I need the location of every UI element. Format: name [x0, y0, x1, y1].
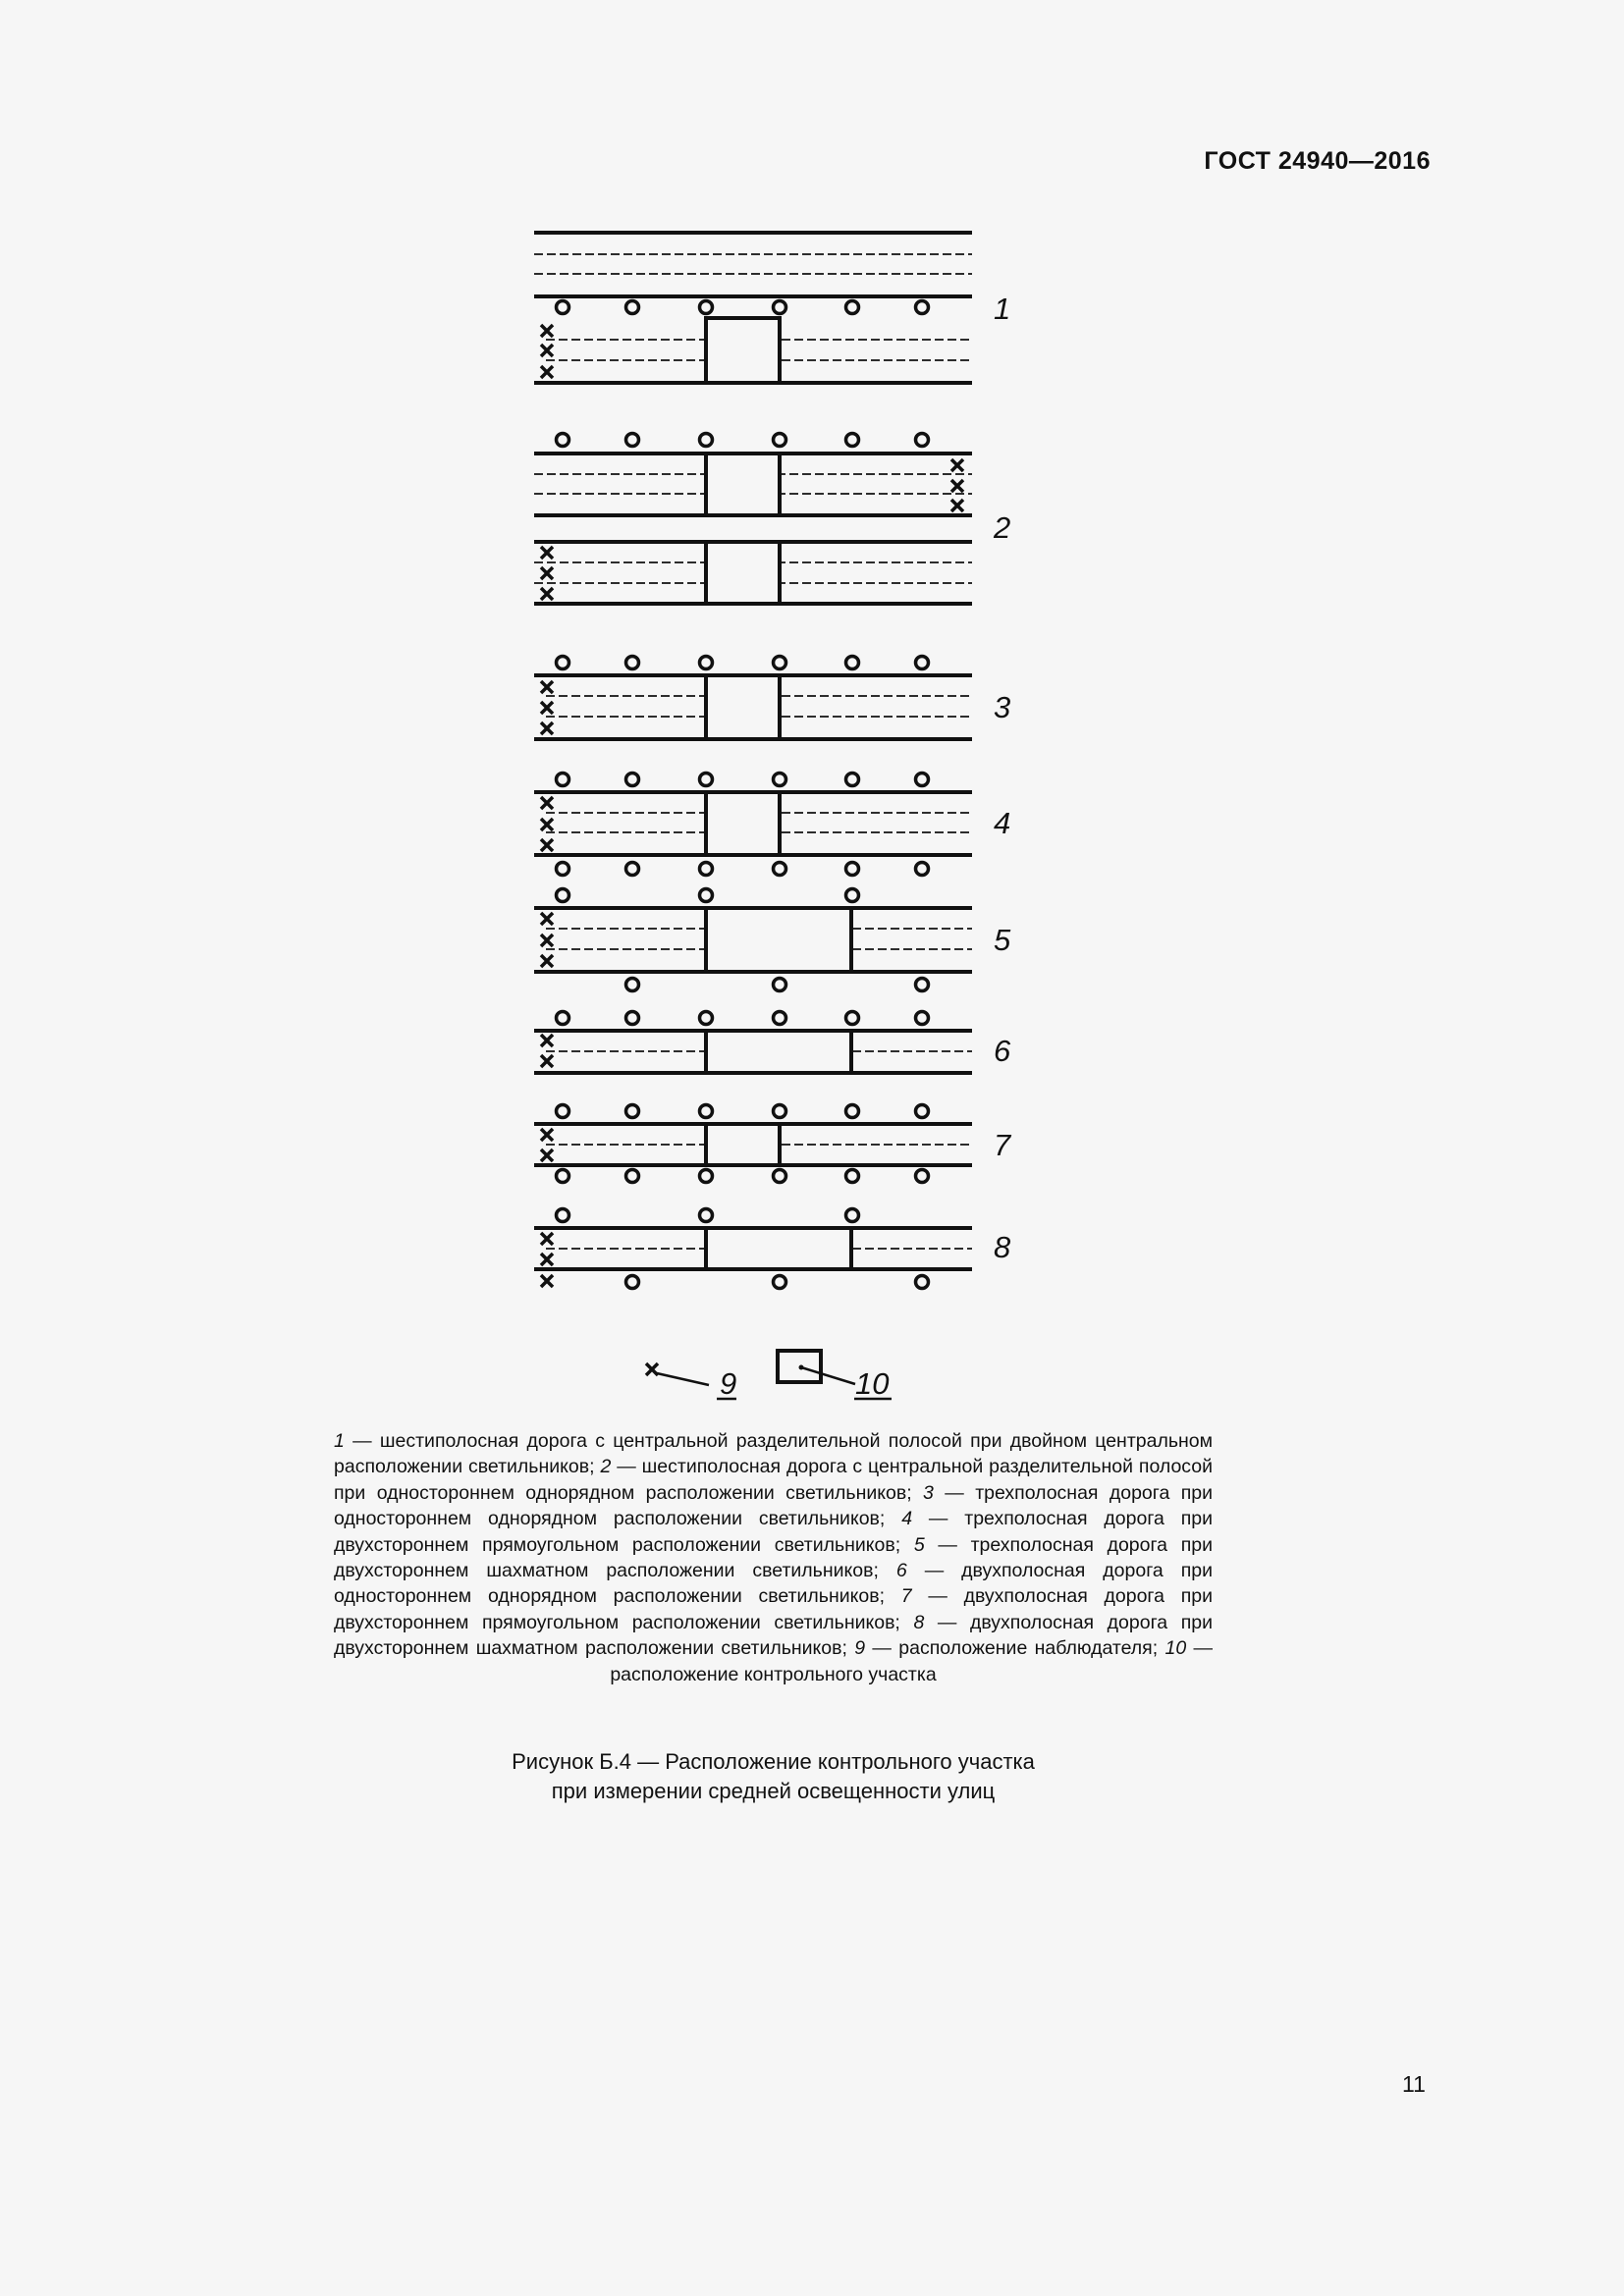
luminaire-circle-icon	[916, 657, 929, 669]
legend-item-text: трехполосная дорога при одностороннем однорядном расположении светильников;	[334, 1481, 1213, 1530]
legend-item: 1 — шестиполосная дорога с центральной разделительной полосой при двойном центральном расположении светильников;	[334, 1430, 1214, 1478]
legend-item-text: двухполосная дорога при двухстороннем шахматном расположении светильников;	[334, 1611, 1213, 1660]
luminaire-circle-icon	[846, 774, 859, 786]
luminaire-circle-icon	[700, 1105, 713, 1118]
luminaire-circle-icon	[916, 1012, 929, 1025]
control-area-rect	[706, 792, 780, 855]
legend-item: 7 — двухполосная дорога при двухстороннем прямоугольном расположении светильников;	[334, 1585, 1213, 1633]
variant-label: 3	[994, 690, 1011, 724]
observer-cross-icon	[541, 1233, 553, 1245]
observer-cross-icon	[541, 567, 553, 579]
luminaire-circle-icon	[846, 301, 859, 314]
luminaire-circle-icon	[700, 434, 713, 447]
observer-cross-icon	[541, 547, 553, 559]
observer-cross-icon	[541, 934, 553, 946]
observer-cross-icon	[541, 1149, 553, 1161]
observer-cross-icon	[541, 1055, 553, 1067]
luminaire-circle-icon	[557, 774, 569, 786]
legend-item-number: 10	[1164, 1637, 1187, 1660]
legend-item-text: двухполосная дорога при одностороннем однорядном расположении светильников;	[334, 1560, 1214, 1608]
figure-title	[334, 1747, 1213, 1806]
luminaire-circle-icon	[700, 774, 713, 786]
control-area-rect	[706, 908, 851, 972]
observer-cross-icon	[541, 588, 553, 600]
variant-label: 8	[994, 1230, 1011, 1264]
observer-cross-icon	[541, 345, 553, 356]
observer-cross-icon	[541, 839, 553, 851]
observer-cross-icon	[541, 819, 553, 830]
observer-cross-icon	[541, 681, 553, 693]
luminaire-circle-icon	[916, 1170, 929, 1183]
page-number: 11	[1402, 2071, 1426, 2097]
luminaire-circle-icon	[846, 1105, 859, 1118]
luminaire-circle-icon	[626, 434, 639, 447]
variant-label: 7	[994, 1128, 1011, 1162]
legend-item: 9 — расположение наблюдателя;	[854, 1637, 1159, 1660]
legend-item-number: 2	[600, 1456, 612, 1478]
luminaire-circle-icon	[700, 889, 713, 902]
variant-label: 4	[994, 806, 1011, 840]
luminaire-circle-icon	[916, 774, 929, 786]
legend-item: 8 — двухполосная дорога при двухстороннем шахматном расположении светильников;	[334, 1611, 1213, 1660]
observer-cross-icon	[541, 797, 553, 809]
luminaire-circle-icon	[846, 657, 859, 669]
observer-cross-icon	[541, 1275, 553, 1287]
observer-cross-icon	[541, 325, 553, 337]
legend-item: 2 — шестиполосная дорога с центральной разделительной полосой при одностороннем однорядном расположении светильников;	[334, 1456, 1214, 1504]
legend-item-number: 6	[895, 1560, 907, 1582]
luminaire-circle-icon	[774, 1276, 786, 1289]
legend-item-number: 4	[901, 1508, 913, 1530]
observer-cross-icon	[541, 722, 553, 734]
luminaire-circle-icon	[626, 979, 639, 991]
luminaire-circle-icon	[916, 863, 929, 876]
legend-item-text: трехполосная дорога при двухстороннем прямоугольном расположении светильников;	[334, 1508, 1213, 1556]
legend-item-number: 5	[913, 1533, 925, 1556]
luminaire-circle-icon	[626, 1012, 639, 1025]
luminaire-circle-icon	[626, 1170, 639, 1183]
document-code: ГОСТ 24940—2016	[1204, 147, 1431, 175]
luminaire-circle-icon	[700, 1170, 713, 1183]
legend-item-text: расположение контрольного участка	[610, 1663, 937, 1685]
luminaire-circle-icon	[626, 657, 639, 669]
luminaire-circle-icon	[916, 1276, 929, 1289]
variant-label: 2	[994, 510, 1011, 545]
legend-item: 5 — трехполосная дорога при двухстороннем шахматном расположении светильников;	[334, 1533, 1213, 1582]
luminaire-circle-icon	[626, 863, 639, 876]
luminaire-circle-icon	[774, 301, 786, 314]
figure-title-line2: при измерении средней освещенности улиц	[551, 1779, 996, 1803]
luminaire-circle-icon	[700, 301, 713, 314]
luminaire-circle-icon	[774, 657, 786, 669]
legend-item-text: шестиполосная дорога с центральной разделительной полосой при одностороннем однорядном расположении светильников;	[334, 1456, 1214, 1504]
legend-item-text: трехполосная дорога при двухстороннем шахматном расположении светильников;	[334, 1533, 1213, 1582]
observer-cross-icon	[541, 955, 553, 967]
luminaire-circle-icon	[626, 774, 639, 786]
luminaire-circle-icon	[557, 301, 569, 314]
luminaire-circle-icon	[626, 1276, 639, 1289]
luminaire-circle-icon	[626, 1105, 639, 1118]
legend-item-text: расположение наблюдателя;	[898, 1637, 1159, 1660]
luminaire-circle-icon	[557, 1170, 569, 1183]
luminaire-circle-icon	[846, 863, 859, 876]
luminaire-circle-icon	[916, 301, 929, 314]
luminaire-circle-icon	[916, 1105, 929, 1118]
luminaire-circle-icon	[774, 774, 786, 786]
luminaire-circle-icon	[846, 1170, 859, 1183]
luminaire-circle-icon	[700, 1012, 713, 1025]
observer-cross-icon	[951, 459, 963, 471]
figure-legend-text	[334, 1428, 1213, 1687]
control-area-rect	[706, 318, 780, 383]
observer-cross-icon	[646, 1363, 658, 1375]
luminaire-circle-icon	[557, 889, 569, 902]
luminaire-circle-icon	[700, 657, 713, 669]
legend-item-number: 8	[913, 1611, 925, 1633]
luminaire-circle-icon	[846, 434, 859, 447]
luminaire-circle-icon	[557, 1012, 569, 1025]
observer-cross-icon	[541, 1035, 553, 1046]
luminaire-circle-icon	[774, 1105, 786, 1118]
legend-item-number: 7	[900, 1585, 912, 1608]
luminaire-circle-icon	[700, 863, 713, 876]
luminaire-circle-icon	[846, 1209, 859, 1222]
luminaire-circle-icon	[774, 1012, 786, 1025]
luminaire-circle-icon	[846, 1012, 859, 1025]
control-area-rect	[706, 1031, 851, 1073]
luminaire-circle-icon	[557, 434, 569, 447]
observer-cross-icon	[541, 702, 553, 714]
luminaire-circle-icon	[557, 1209, 569, 1222]
control-area-rect	[706, 542, 780, 604]
control-area-rect	[706, 454, 780, 515]
control-area-rect	[706, 1228, 851, 1269]
luminaire-circle-icon	[774, 434, 786, 447]
observer-cross-icon	[541, 366, 553, 378]
luminaire-circle-icon	[774, 979, 786, 991]
observer-cross-icon	[541, 913, 553, 925]
legend-item: 3 — трехполосная дорога при одностороннем однорядном расположении светильников;	[334, 1481, 1213, 1530]
luminaire-circle-icon	[916, 434, 929, 447]
variant-label: 5	[994, 923, 1011, 957]
luminaire-circle-icon	[774, 1170, 786, 1183]
observer-cross-icon	[951, 480, 963, 492]
luminaire-circle-icon	[557, 1105, 569, 1118]
luminaire-circle-icon	[557, 657, 569, 669]
luminaire-circle-icon	[916, 979, 929, 991]
observer-cross-icon	[541, 1129, 553, 1141]
control-area-rect	[706, 1124, 780, 1165]
luminaire-circle-icon	[700, 1209, 713, 1222]
legend-item-text: двухполосная дорога при двухстороннем прямоугольном расположении светильников;	[334, 1585, 1213, 1633]
control-area-rect	[706, 675, 780, 739]
legend-item: 6 — двухполосная дорога при одностороннем однорядном расположении светильников;	[334, 1560, 1214, 1608]
legend-item-number: 3	[923, 1481, 934, 1504]
observer-leader-line	[657, 1373, 709, 1385]
legend-item: 4 — трехполосная дорога при двухстороннем прямоугольном расположении светильников;	[334, 1508, 1213, 1556]
legend-item-number: 1	[334, 1430, 345, 1452]
luminaire-circle-icon	[846, 889, 859, 902]
variant-label: 6	[994, 1034, 1011, 1068]
luminaire-circle-icon	[774, 863, 786, 876]
observer-cross-icon	[541, 1254, 553, 1265]
legend-label-control-area: 10	[855, 1366, 890, 1401]
luminaire-circle-icon	[557, 863, 569, 876]
legend-item: 10 — расположение контрольного участка	[610, 1637, 1214, 1685]
observer-cross-icon	[951, 500, 963, 511]
legend-item-text: шестиполосная дорога с центральной разделительной полосой при двойном центральном расположении светильников;	[334, 1430, 1214, 1478]
variant-label: 1	[994, 292, 1011, 326]
figure-title-line1: Рисунок Б.4 — Расположение контрольного участка	[512, 1749, 1035, 1774]
legend-item-number: 9	[854, 1637, 866, 1660]
luminaire-circle-icon	[626, 301, 639, 314]
legend-label-observer: 9	[720, 1366, 737, 1401]
